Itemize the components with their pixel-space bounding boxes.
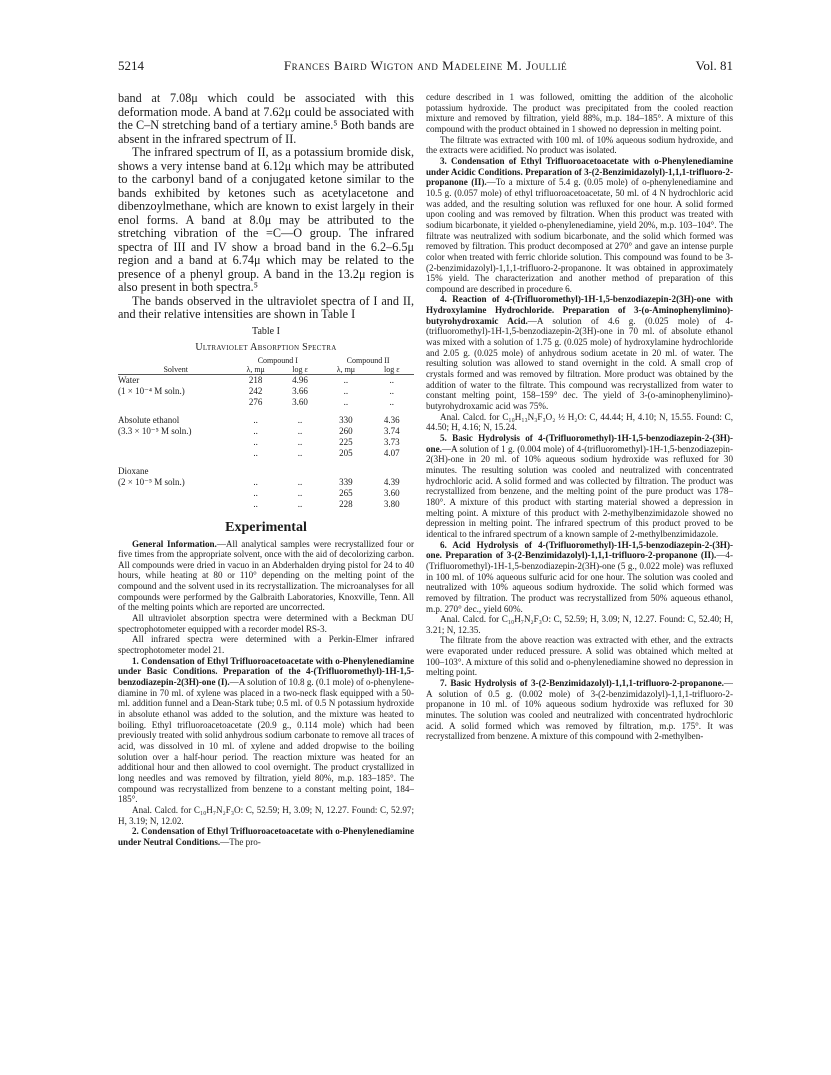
procedure-6 <box>426 540 733 615</box>
paragraph-ir-method: All infrared spectra were determined with a Perkin-Elmer infrared spectrophotometer model 21. <box>118 634 414 656</box>
solvent-cell <box>118 499 233 510</box>
lambda-cell: 260 <box>339 425 353 436</box>
procedure-1-text: —A solution of 10.8 g. (0.1 mole) of o-phenylene-diamine in 70 ml. of xylene was placed in a two-neck flask equipped with a 50-ml. addition funnel and a Dean-Stark tube; 0.5 ml. of 0.5 N potassium hydroxide in absolute ethanol was added to the solution, and the mixture was heated to boiling. Ethyl trifluoroacetoacetate (20.9 g., 0.114 mole) which had been previously treated with solid anhydrous sodium carbonate to remove all traces of acid, was dissolved in 10 ml. of xylene and added dropwise to the boiling solution over a half-hour period. The reaction mixture was heated for an additional hour and then allowed to cool overnight. The product crystallized in long needles and was removed by filtration, yield 80%, m.p. 183–185°. The compound was recrystallized from benzene to a constant melting point, 184–185°. <box>118 677 414 805</box>
loge-cell: .. <box>297 447 303 458</box>
loge-cell: .. <box>297 425 303 436</box>
procedure-1 <box>118 656 414 805</box>
table-row <box>118 374 414 386</box>
table-row <box>118 477 414 488</box>
loge-cell: .. <box>297 414 303 425</box>
left-column <box>118 92 414 1052</box>
paragraph-band-assignment: band at 7.08μ which could be associated with this deformation mode. A band at 7.62μ could be associated with the C–N stretching band of a tertiary amine.⁵ Both bands are absent in the infrared spectrum of II. <box>118 92 414 146</box>
table-label: Table I <box>252 325 280 337</box>
loge-cell: .. <box>297 498 303 509</box>
lambda-cell: .. <box>253 498 258 509</box>
lambda-cell: .. <box>253 414 258 425</box>
solvent-cell: Water <box>118 374 140 385</box>
loge-cell: 3.66 <box>292 385 308 396</box>
table-1 <box>118 325 414 510</box>
general-information-text: —All analytical samples were recrystallized four or five times from the appropriate solvent, once with the aid of decolorizing carbon. All compounds were dried in vacuo in an Abderhalden drying pistol for 24 to 40 hours, while heating at 80 or 110° depending on the melting point of the compound and the solvent used in its recrystallization. The microanalyses for all compounds were performed by the Galbraith Laboratories, Knoxville, Tenn. All of the melting points which are reported are uncorrected. <box>118 538 414 613</box>
procedure-2 <box>118 826 414 847</box>
right-column <box>426 92 733 1052</box>
lambda-cell: 228 <box>339 498 353 509</box>
lambda-cell: .. <box>253 425 258 436</box>
header-compound-2: Compound II <box>346 355 390 365</box>
lambda-cell: 339 <box>339 476 353 487</box>
general-information-title: General Information. <box>132 538 217 549</box>
lambda-cell: .. <box>253 447 258 458</box>
lambda-cell <box>322 459 369 477</box>
lambda-cell: 205 <box>339 447 353 458</box>
loge-cell: .. <box>389 396 395 407</box>
loge-cell: 4.39 <box>383 476 400 487</box>
procedure-4-analysis: Anal. Calcd. for C₁₀H₁₃N₃F₃O₂ ½ H₂O: C, 44.44; H, 4.10; N, 15.55. Found: C, 44.50; H, 4.16; N, 15.24. <box>426 411 733 433</box>
lambda-cell: 276 <box>248 396 263 407</box>
solvent-cell: Dioxane <box>118 465 149 476</box>
lambda-cell: .. <box>343 396 349 407</box>
lambda-cell: .. <box>343 385 349 396</box>
header-loge-2: log ε <box>370 365 414 375</box>
loge-cell: 3.60 <box>292 396 308 407</box>
volume-number: Vol. 81 <box>695 58 733 73</box>
loge-cell: 4.07 <box>383 447 400 458</box>
running-header <box>118 58 733 78</box>
lambda-cell: 225 <box>339 436 353 447</box>
procedure-6-title: 6. Acid Hydrolysis of 4-(Trifluoromethyl)-1H-1,5-benzodiazepin-2-(3H)-one. Preparation of 3-(2-Benzimidazolyl)-1,1,1-trifluoro-2-propanone (II). <box>426 539 733 561</box>
header-loge-1: log ε <box>278 365 322 375</box>
loge-cell: 3.60 <box>383 487 400 498</box>
lambda-cell: .. <box>253 476 258 487</box>
loge-cell: 4.96 <box>292 374 308 385</box>
procedure-4 <box>426 294 733 411</box>
experimental-heading: Experimental <box>225 519 307 535</box>
solvent-cell: Absolute ethanol <box>118 414 180 425</box>
loge-cell: 4.36 <box>383 414 400 425</box>
procedure-3-title: 3. Condensation of Ethyl Trifluoroacetoacetate with o-Phenylenediamine under Acidic Conditions. Preparation of 3-(2-Benzimidazolyl)-1,1,1-trifluoro-2-propanone (II). <box>426 155 733 188</box>
loge-cell: .. <box>297 487 303 498</box>
procedure-4-text: —A solution of 4.6 g. (0.025 mole) of 4-(trifluoromethyl)-1H-1,5-benzodiazepin-2(3H)-one in 70 ml. of absolute ethanol was mixed with a solution of 1.75 g. (0.025 mole) of hydroxylamine hydrochloride and 2.05 g. (0.025 mole) of anhydrous sodium acetate in 20 ml. of water. The resulting solution was allowed to stand overnight in the cold. A small crop of crystals formed and was removed by filtration. More product was obtained by the addition of water to the filtrate. This compound was recrystallized from water to constant melting point, 158–159° dec. The yield of 3-(o-aminophenylimino)-butyrohydroxamic acid was 75%. <box>426 315 733 412</box>
header-compound-1: Compound I <box>257 355 298 365</box>
header-lambda-2: λ, mμ <box>322 365 369 375</box>
procedure-7 <box>426 678 733 742</box>
procedure-5 <box>426 433 733 540</box>
table-row <box>118 426 414 437</box>
paragraph-uv-bands: The bands observed in the ultraviolet spectra of I and II, and their relative intensities are shown in Table I <box>118 293 414 321</box>
procedure-5-text: —A solution of 1 g. (0.004 mole) of 4-(trifluoromethyl)-1H-1,5-benzodiazepin-2(3H)-one in 20 ml. of 10% aqueous sodium hydroxide was refluxed for 30 minutes. The resulting solution was cooled and neutralized with concentrated hydrochloric acid. A solid formed and was collected by filtration. The product was recrystallized from benzene, and the melting point of the pure product was 178–180°. A mixture of this product with starting material showed a depression in melting point. A mixture of this product with 2-methylbenzimidazole showed no depression in melting point. The infrared spectrum of this product proved to be identical to the infrared spectrum of a known sample of 2-methylbenzimidazole. <box>426 443 733 539</box>
loge-cell <box>278 459 322 477</box>
procedure-6-analysis: Anal. Calcd. for C₁₀H₇N₂F₃O: C, 52.59; H, 3.09; N, 12.27. Found: C, 52.40; H, 3.21; N, 12.35. <box>426 614 733 635</box>
solvent-cell <box>118 397 233 408</box>
procedure-3 <box>426 156 733 295</box>
lambda-cell: 265 <box>339 487 353 498</box>
lambda-cell: 330 <box>339 414 353 425</box>
paragraph-procedure-6-filtrate: The filtrate from the above reaction was extracted with ether, and the extracts were evaporated under reduced pressure. A solid was obtained which melted at 100–103°. A mixture of this solid and o-phenylenediamine showed no depression in melting point. <box>426 635 733 678</box>
procedure-2-title: 2. Condensation of Ethyl Trifluoroacetoacetate with o-Phenylenediamine under Neutral Conditions. <box>118 826 414 847</box>
page-number: 5214 <box>118 58 144 73</box>
paragraph-general-information <box>118 539 414 614</box>
solvent-cell <box>118 437 233 448</box>
procedure-1-analysis: Anal. Calcd. for C₁₀H₇N₂F₃O: C, 52.59; H, 3.09; N, 12.27. Found: C, 52.97; H, 3.19; N, 12.02. <box>118 804 414 826</box>
lambda-cell: .. <box>253 487 258 498</box>
lambda-cell: 242 <box>248 385 263 396</box>
solvent-cell <box>118 448 233 459</box>
table-row <box>118 386 414 397</box>
lambda-cell <box>233 459 277 477</box>
table-header-row <box>118 356 414 365</box>
loge-cell: .. <box>297 476 303 487</box>
table-row <box>118 488 414 499</box>
procedure-3-text: —To a mixture of 5.4 g. (0.05 mole) of o-phenylenediamine and 10.5 g. (0.057 mole) of ethyl trifluoroacetoacetate, 50 ml. of 4 N hydrochloric acid was added, and the resulting solution was refluxed for one hour. A solid formed upon cooling and was removed by filtration. When this product was treated with sodium bicarbonate, it yielded o-phenylenediamine, yield 20%, m.p. 103–104°. The filtrate was neutralized with sodium bicarbonate, and the solid which formed was removed by filtration. This product decomposed at 270° and gave an intense purple color when treated with ferric chloride solution. This compound was found to be 3-(2-benzimidazolyl)-1,1,1-trifluoro-2-propanone. It was obtained in approximately 15% yield. The characterization and another method of preparation of this compound are described in procedure 6. <box>426 177 733 294</box>
loge-cell: .. <box>389 374 395 385</box>
solvent-cell: (2 × 10⁻⁵ M soln.) <box>118 476 185 487</box>
loge-cell: 3.73 <box>383 436 400 447</box>
lambda-cell: 218 <box>248 374 263 385</box>
table-row <box>118 397 414 408</box>
procedure-7-text: —A solution of 0.5 g. (0.002 mole) of 3-(2-benzimidazolyl)-1,1,1-trifluoro-2-propanone in 10 ml. of 10% aqueous sodium hydroxide was refluxed for 30 minutes. The solution was cooled and neutralized with concentrated hydrochloric acid. A solid formed which was removed by filtration, m.p. 175°. It was recrystallized from benzene. A mixture of this compound with 2-methylben- <box>426 678 733 742</box>
table-row <box>118 459 414 477</box>
loge-cell: .. <box>297 436 303 447</box>
paragraph-filtrate-extraction: The filtrate was extracted with 100 ml. of 10% aqueous sodium hydroxide, and the extracts were acidified. No product was isolated. <box>426 134 733 156</box>
solvent-cell <box>118 488 233 499</box>
loge-cell: 3.74 <box>383 425 400 436</box>
running-title-authors: Frances Baird Wigton and Madeleine M. Joullié <box>283 58 568 73</box>
table-row <box>118 408 414 426</box>
table-subheader-row <box>118 365 414 375</box>
table-row <box>118 499 414 510</box>
procedure-2-text: —The pro- <box>220 836 261 847</box>
header-lambda-1: λ, mμ <box>233 365 277 375</box>
procedure-7-title: 7. Basic Hydrolysis of 3-(2-Benzimidazolyl)-1,1,1-trifluoro-2-propanone. <box>440 678 724 689</box>
procedure-6-text: —4-(Trifluoromethyl)-1H-1,5-benzodiazepin-2(3H)-one (5 g., 0.022 mole) was refluxed in 100 ml. of 10% aqueous sulfuric acid for one hour. The solution was cooled and neutralized with 10% aqueous sodium hydroxide. The solid which formed was removed by filtration. The product was recrystallized from 50% aqueous ethanol, m.p. 270° dec., yield 60%. <box>426 550 733 614</box>
procedure-1-title: 1. Condensation of Ethyl Trifluoroacetoacetate with o-Phenylenediamine under Basic Conditions. Preparation of the 4-(Trifluoromethyl)-1H-1,5-benzodiazepin-2(3H)-one (I). <box>118 655 414 688</box>
paragraph-uv-method: All ultraviolet absorption spectra were determined with a Beckman DU spectrophotometer equipped with a recorder model RS-3. <box>118 613 414 634</box>
table-row <box>118 448 414 459</box>
header-solvent: Solvent <box>118 365 233 375</box>
solvent-cell: (1 × 10⁻⁴ M soln.) <box>118 385 185 396</box>
lambda-cell: .. <box>343 374 349 385</box>
solvent-cell: (3.3 × 10⁻⁵ M soln.) <box>118 425 192 436</box>
loge-cell <box>370 459 414 477</box>
loge-cell: .. <box>389 385 395 396</box>
lambda-cell: .. <box>253 436 258 447</box>
procedure-5-title: 5. Basic Hydrolysis of 4-(Trifluoromethyl)-1H-1,5-benzodiazepin-2-(3H)-one. <box>426 433 733 454</box>
procedure-4-title: 4. Reaction of 4-(Trifluoromethyl)-1H-1,5-benzodiazepin-2(3H)-one with Hydroxylamine Hydrochloride. Preparation of 3-(o-Aminophenylimino)-butyrohydroxamic Acid. <box>426 294 733 326</box>
paragraph-ir-spectrum-ii: The infrared spectrum of II, as a potassium bromide disk, shows a very intense band at 6.12μ which may be attributed to the carbonyl band of a conjugated ketone similar to the bands exhibited by ketones such as acetylacetone and dibenzoylmethane, which are known to exist largely in their enol forms. A band at 8.0μ may be attributed to the stretching vibration of the =C—O group. The infrared spectra of III and IV show a broad band in the 6.2–6.5μ region and a band at 6.74μ which may be related to the presence of a phenyl group. A band in the 13.2μ region is also present in both spectra.⁵ <box>118 145 414 294</box>
loge-cell: 3.80 <box>383 498 400 509</box>
uv-absorption-table <box>118 356 414 510</box>
table-title: Ultraviolet Absorption Spectra <box>195 341 337 353</box>
table-row <box>118 437 414 448</box>
procedure-2-continued: cedure described in 1 was followed, omitting the addition of the alcoholic potassium hydroxide. The product was precipitated from the cooled reaction mixture and removed by filtration, yield 88%, m.p. 184–185°. A mixture of this compound with the product obtained in 1 showed no depression in melting point. <box>426 92 733 134</box>
